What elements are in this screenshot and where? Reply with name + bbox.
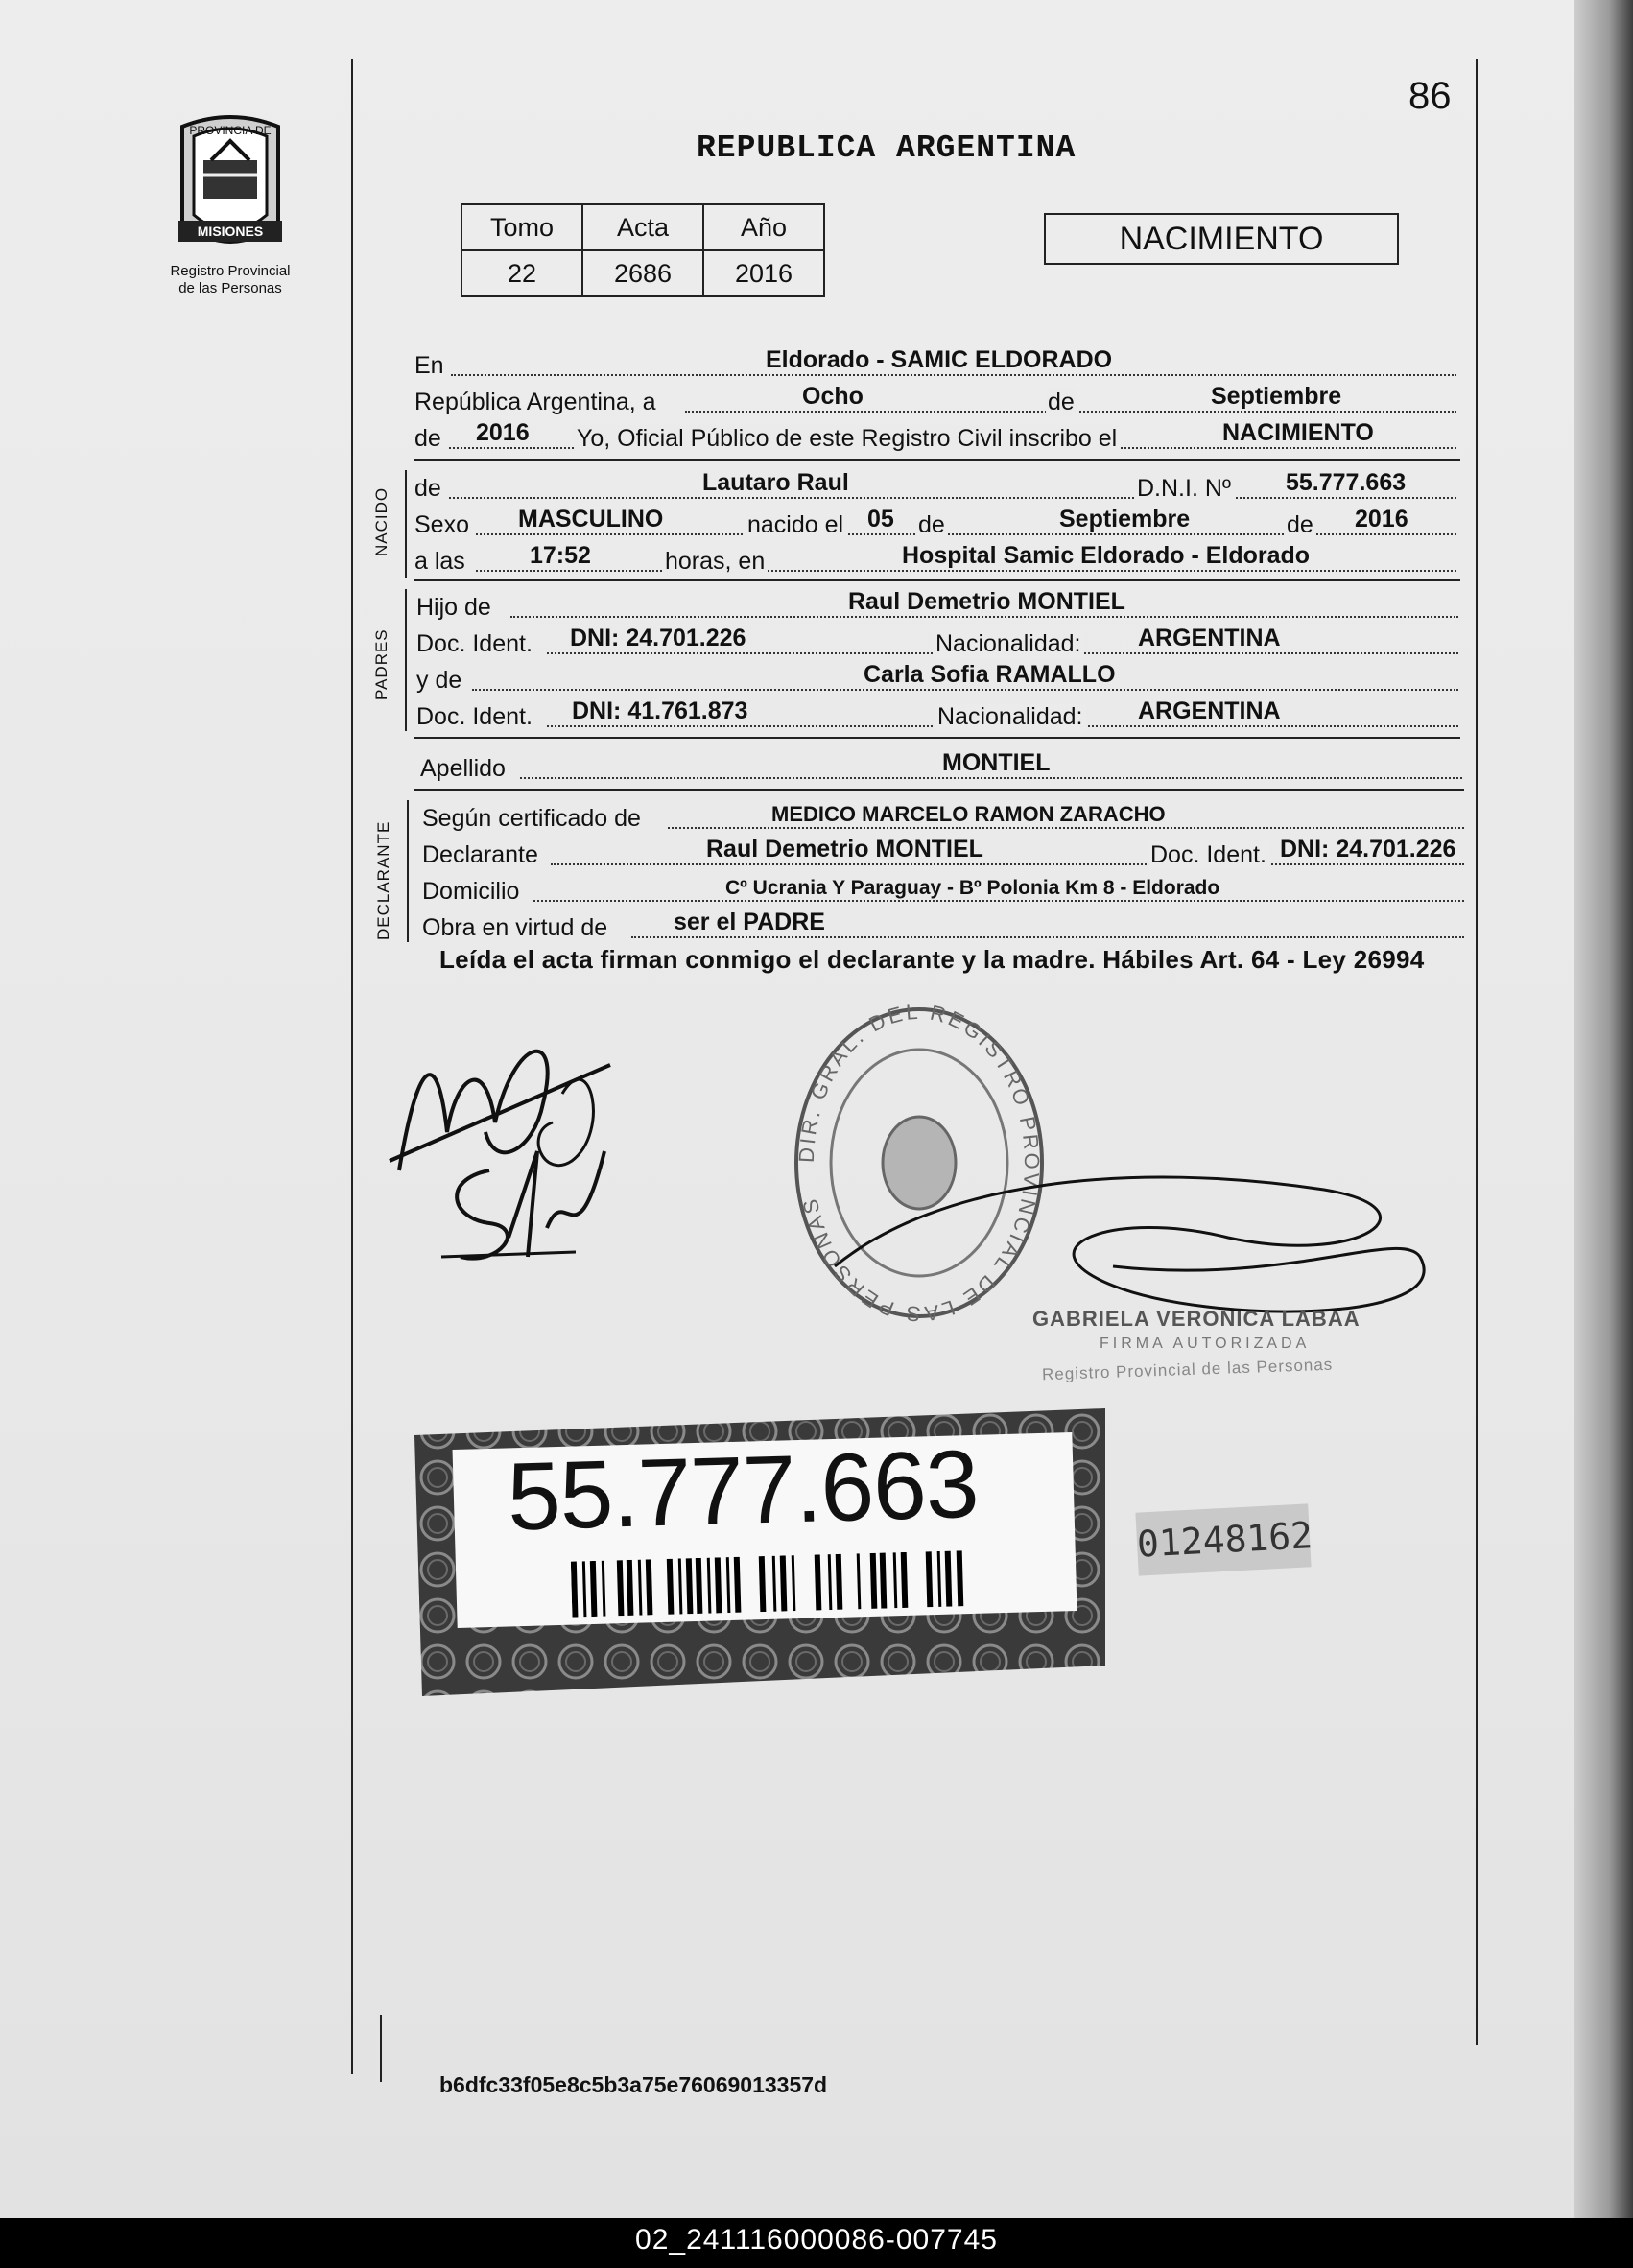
declarante-label: Declarante [422, 841, 538, 868]
nacido-line-time [414, 542, 1456, 576]
section-divider [414, 789, 1464, 791]
domicilio-value: Cº Ucrania Y Paraguay - Bº Polonia Km 8 - Eldorado [725, 877, 1220, 899]
registry-header-acta: Acta [582, 204, 703, 250]
section-label-nacido: NACIDO [372, 486, 390, 556]
logo-caption-line1: Registro Provincial [170, 263, 291, 279]
padres-line-mother-doc [416, 697, 1458, 731]
child-dni-value: 55.777.663 [1286, 469, 1407, 496]
obra-label: Obra en virtud de [422, 914, 608, 941]
right-margin-rule [1476, 59, 1478, 2045]
mother-name-value: Carla Sofia RAMALLO [864, 661, 1116, 688]
apellido-line [420, 749, 1462, 783]
intro-line-date [414, 383, 1456, 416]
nacido-el-label: nacido el [745, 511, 846, 539]
stamp-text: DIR. GRAL. DEL REGISTRO PROVINCIAL DE LAS PERSONAS [793, 1000, 1045, 1326]
certificado-value: MEDICO MARCELO RAMON ZARACHO [771, 802, 1166, 826]
dotted-leader [510, 616, 1458, 618]
nacionalidad-label: Nacionalidad: [935, 703, 1086, 731]
section-divider [414, 737, 1460, 739]
doc-ident-label: Doc. Ident. [416, 703, 532, 730]
official-signature [825, 1122, 1439, 1372]
section-bracket-declarante [407, 800, 409, 942]
oficial-text: Yo, Oficial Público de este Registro Civil inscribo el [574, 425, 1120, 453]
declarante-name-value: Raul Demetrio MONTIEL [706, 836, 983, 862]
birth-month-value: Septiembre [1059, 506, 1191, 532]
barcode-white-panel [453, 1429, 1077, 1628]
padres-line-mother [416, 661, 1458, 695]
padres-line-father [416, 588, 1458, 622]
barcode-number: 55.777.663 [506, 1429, 980, 1551]
registry-value-ano: 2016 [703, 250, 824, 296]
intro-line-en [414, 346, 1456, 380]
dotted-leader [472, 689, 1458, 691]
section-label-declarante: DECLARANTE [374, 820, 392, 940]
father-name-value: Raul Demetrio MONTIEL [848, 588, 1125, 615]
file-identifier: 02_241116000086-007745 [635, 2224, 998, 2256]
barcode-label [414, 1408, 1105, 1696]
mother-nationality-value: ARGENTINA [1138, 697, 1281, 724]
declarante-line-obra [422, 909, 1464, 942]
dotted-leader [520, 777, 1462, 779]
registry-header-ano: Año [703, 204, 824, 250]
horas-en-label: horas, en [662, 548, 768, 576]
closing-note: Leída el acta firman conmigo el declarante y la madre. Hábiles Art. 64 - Ley 26994 [439, 945, 1425, 974]
document-title: REPUBLICA ARGENTINA [697, 130, 1077, 166]
declarante-line-domicilio [422, 877, 1464, 906]
birth-time-value: 17:52 [530, 542, 591, 569]
declarante-line-cert [422, 804, 1464, 833]
official-office: Registro Provincial de las Personas [1041, 1355, 1334, 1384]
hijo-de-label: Hijo de [416, 594, 491, 621]
obra-value: ser el PADRE [674, 909, 825, 935]
apellido-value: MONTIEL [942, 749, 1051, 776]
section-bracket-padres [405, 589, 407, 731]
act-value: NACIMIENTO [1222, 419, 1374, 446]
republica-label: República Argentina, a [414, 389, 656, 415]
birth-place-value: Hospital Samic Eldorado - Eldorado [902, 542, 1311, 569]
registry-header-tomo: Tomo [462, 204, 582, 250]
left-margin-rule [351, 59, 353, 2074]
de-year-label: de [414, 425, 441, 452]
logo-caption-line2: de las Personas [178, 280, 282, 296]
page-edge-shadow [1574, 0, 1633, 2218]
registry-header-row [462, 204, 824, 250]
page-number: 86 [1408, 75, 1452, 117]
sexo-label: Sexo [414, 511, 469, 538]
declarante-line-name [422, 836, 1464, 869]
logo-caption [144, 263, 317, 297]
nacionalidad-label: Nacionalidad: [933, 630, 1084, 658]
dotted-leader [451, 374, 1456, 376]
left-margin-rule-lower [380, 2015, 382, 2082]
section-divider [414, 459, 1460, 461]
registry-value-row [462, 250, 824, 296]
birth-year-value: 2016 [1355, 506, 1408, 532]
de-label: de [414, 475, 441, 502]
barcode-bars [571, 1549, 994, 1617]
doc-ident-label: Doc. Ident. [416, 630, 532, 657]
padres-line-father-doc [416, 625, 1458, 658]
certificado-label: Según certificado de [422, 805, 641, 832]
logo-bottom-text: MISIONES [197, 224, 264, 239]
de-label: de [915, 511, 948, 539]
place-value: Eldorado - SAMIC ELDORADO [766, 346, 1113, 373]
dotted-leader [631, 936, 1464, 938]
mother-signature [422, 1113, 652, 1305]
registry-value-tomo: 22 [462, 250, 582, 296]
dotted-leader [551, 863, 1464, 865]
section-label-padres: PADRES [372, 628, 390, 700]
child-name-value: Lautaro Raul [702, 469, 849, 496]
dotted-leader [533, 900, 1464, 902]
day-word-value: Ocho [802, 383, 864, 410]
domicilio-label: Domicilio [422, 878, 520, 905]
de-label: de [1048, 389, 1075, 415]
official-name: GABRIELA VERONICA LABAA [1032, 1307, 1361, 1331]
dotted-leader [449, 497, 1456, 499]
doc-ident-label: Doc. Ident. [1148, 841, 1269, 869]
nacido-line-name [414, 469, 1456, 503]
registry-value-acta: 2686 [582, 250, 703, 296]
en-label: En [414, 352, 444, 379]
serial-number-sticker: 01248162 [1135, 1503, 1311, 1575]
month-value: Septiembre [1211, 383, 1342, 410]
section-bracket-nacido [405, 470, 407, 578]
official-role: FIRMA AUTORIZADA [1100, 1335, 1311, 1352]
registry-table [461, 203, 825, 297]
dni-label: D.N.I. Nº [1134, 475, 1234, 503]
mother-doc-value: DNI: 41.761.873 [572, 697, 748, 724]
sexo-value: MASCULINO [518, 506, 664, 532]
document-hash: b6dfc33f05e8c5b3a75e76069013357d [439, 2072, 828, 2097]
intro-line-oficial [414, 419, 1456, 453]
dotted-leader [476, 570, 1456, 572]
record-type-box: NACIMIENTO [1044, 213, 1399, 265]
declarante-doc-value: DNI: 24.701.226 [1280, 836, 1456, 862]
apellido-label: Apellido [420, 755, 506, 782]
nacido-line-sexo [414, 506, 1456, 539]
y-de-label: y de [416, 667, 462, 694]
year-value: 2016 [476, 419, 530, 446]
logo-top-text: PROVINCIA DE [189, 124, 272, 137]
father-nationality-value: ARGENTINA [1138, 625, 1281, 651]
a-las-label: a las [414, 548, 465, 575]
de-label-2: de [1284, 511, 1316, 539]
birth-day-value: 05 [867, 506, 894, 532]
father-doc-value: DNI: 24.701.226 [570, 625, 746, 651]
section-divider [414, 579, 1460, 581]
dotted-leader [668, 827, 1464, 829]
